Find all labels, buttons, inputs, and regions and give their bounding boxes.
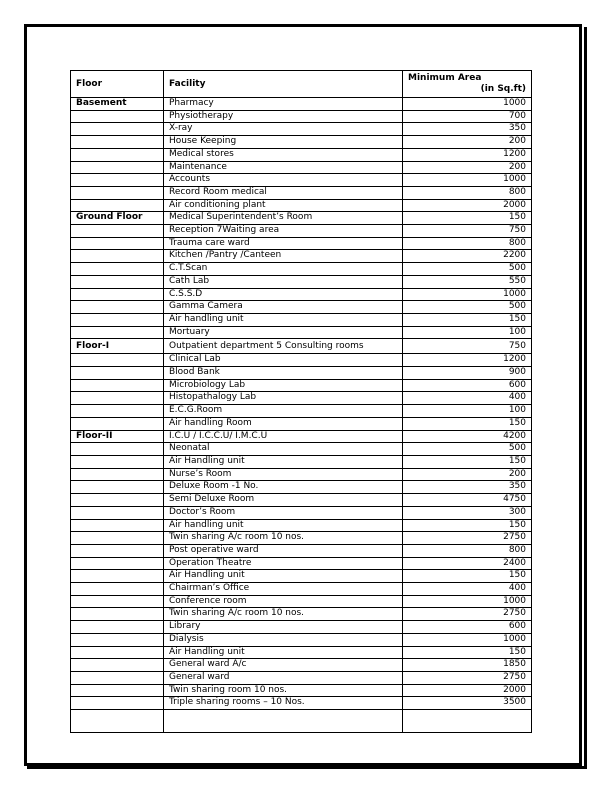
area-cell: 2750 <box>403 608 532 621</box>
facility-cell: Twin sharing room 10 nos. <box>164 684 403 697</box>
area-cell: 600 <box>403 621 532 634</box>
facility-cell: Air Handling unit <box>164 646 403 659</box>
facility-cell: Dialysis <box>164 633 403 646</box>
floor-cell <box>71 443 164 456</box>
floor-cell <box>71 174 164 187</box>
table-header-row <box>71 71 532 98</box>
area-cell: 750 <box>403 339 532 354</box>
area-cell: 1000 <box>403 98 532 111</box>
area-cell: 800 <box>403 237 532 250</box>
facility-cell: General ward A/c <box>164 659 403 672</box>
area-cell: 400 <box>403 583 532 596</box>
table-row <box>71 354 532 367</box>
area-cell: 150 <box>403 417 532 430</box>
facility-cell: Neonatal <box>164 443 403 456</box>
facility-cell: Reception 7Waiting area <box>164 225 403 238</box>
floor-cell <box>71 570 164 583</box>
facility-cell: Microbiology Lab <box>164 379 403 392</box>
facility-cell: Twin sharing A/c room 10 nos. <box>164 608 403 621</box>
facility-cell: Record Room medical <box>164 186 403 199</box>
table-row <box>71 481 532 494</box>
facility-cell: General ward <box>164 671 403 684</box>
facility-cell: Histopathalogy Lab <box>164 392 403 405</box>
area-cell: 2400 <box>403 557 532 570</box>
area-cell: 200 <box>403 161 532 174</box>
table-row <box>71 237 532 250</box>
area-cell: 3500 <box>403 697 532 710</box>
header-area-line2: (in Sq.ft) <box>480 84 526 94</box>
table-row <box>71 288 532 301</box>
floor-cell: Floor-I <box>71 339 164 354</box>
area-cell: 4200 <box>403 430 532 443</box>
area-cell: 400 <box>403 392 532 405</box>
floor-cell <box>71 186 164 199</box>
table-row <box>71 301 532 314</box>
table-row <box>71 697 532 710</box>
floor-cell <box>71 455 164 468</box>
facility-cell: Semi Deluxe Room <box>164 494 403 507</box>
table-row <box>71 544 532 557</box>
floor-cell <box>71 275 164 288</box>
facility-cell: Maintenance <box>164 161 403 174</box>
facility-cell: Library <box>164 621 403 634</box>
table-row <box>71 161 532 174</box>
area-cell: 150 <box>403 455 532 468</box>
area-cell: 500 <box>403 263 532 276</box>
floor-cell <box>71 379 164 392</box>
floor-cell <box>71 544 164 557</box>
table-row <box>71 313 532 326</box>
facility-cell: House Keeping <box>164 136 403 149</box>
floor-cell <box>71 354 164 367</box>
facility-cell: Air handling unit <box>164 313 403 326</box>
table-row <box>71 136 532 149</box>
facility-cell: C.T.Scan <box>164 263 403 276</box>
floor-cell <box>71 148 164 161</box>
facility-cell: Pharmacy <box>164 98 403 111</box>
area-cell: 4750 <box>403 494 532 507</box>
area-cell: 350 <box>403 481 532 494</box>
facility-cell: E.C.G.Room <box>164 405 403 418</box>
floor-cell <box>71 367 164 380</box>
floor-cell <box>71 326 164 339</box>
table-row <box>71 123 532 136</box>
facility-cell: Air handling Room <box>164 417 403 430</box>
table-row <box>71 379 532 392</box>
table-row <box>71 684 532 697</box>
blank-row <box>71 710 532 733</box>
area-cell: 800 <box>403 186 532 199</box>
facility-cell: Air Handling unit <box>164 570 403 583</box>
floor-cell: Floor-II <box>71 430 164 443</box>
table-row <box>71 494 532 507</box>
facility-cell: Operation Theatre <box>164 557 403 570</box>
facility-cell: Air conditioning plant <box>164 199 403 212</box>
table-row <box>71 583 532 596</box>
table-row <box>71 557 532 570</box>
facility-cell: Gamma Camera <box>164 301 403 314</box>
facility-cell: X-ray <box>164 123 403 136</box>
blank-cell <box>164 710 403 733</box>
table-row <box>71 174 532 187</box>
floor-cell <box>71 633 164 646</box>
area-cell: 1000 <box>403 595 532 608</box>
header-floor: Floor <box>71 71 164 98</box>
floor-cell <box>71 608 164 621</box>
table-row <box>71 532 532 545</box>
floor-cell <box>71 237 164 250</box>
area-cell: 2750 <box>403 532 532 545</box>
table-row <box>71 148 532 161</box>
floor-cell <box>71 659 164 672</box>
area-cell: 150 <box>403 212 532 225</box>
header-area-line1: Minimum Area <box>408 73 482 83</box>
facility-area-table <box>70 70 532 733</box>
floor-cell <box>71 684 164 697</box>
area-cell: 150 <box>403 313 532 326</box>
table-row <box>71 199 532 212</box>
table-row <box>71 339 532 354</box>
table-row <box>71 608 532 621</box>
area-cell: 100 <box>403 405 532 418</box>
facility-cell: Air handling unit <box>164 519 403 532</box>
table-row <box>71 98 532 111</box>
area-cell: 1000 <box>403 288 532 301</box>
area-cell: 2200 <box>403 250 532 263</box>
area-cell: 200 <box>403 136 532 149</box>
facility-cell: Medical Superintendent’s Room <box>164 212 403 225</box>
area-cell: 2000 <box>403 684 532 697</box>
floor-cell <box>71 123 164 136</box>
table-row <box>71 621 532 634</box>
floor-cell <box>71 468 164 481</box>
floor-cell <box>71 519 164 532</box>
facility-cell: Doctor’s Room <box>164 506 403 519</box>
facility-cell: Mortuary <box>164 326 403 339</box>
floor-cell <box>71 136 164 149</box>
floor-cell <box>71 481 164 494</box>
table-row <box>71 392 532 405</box>
floor-cell <box>71 392 164 405</box>
area-cell: 500 <box>403 443 532 456</box>
area-cell: 1200 <box>403 354 532 367</box>
facility-cell: Twin sharing A/c room 10 nos. <box>164 532 403 545</box>
area-cell: 700 <box>403 110 532 123</box>
facility-cell: Physiotherapy <box>164 110 403 123</box>
facility-cell: Nurse’s Room <box>164 468 403 481</box>
table-row <box>71 506 532 519</box>
floor-cell <box>71 199 164 212</box>
floor-cell <box>71 494 164 507</box>
blank-cell <box>403 710 532 733</box>
area-cell: 500 <box>403 301 532 314</box>
area-cell: 750 <box>403 225 532 238</box>
area-cell: 150 <box>403 646 532 659</box>
table-row <box>71 250 532 263</box>
area-cell: 150 <box>403 570 532 583</box>
floor-cell <box>71 288 164 301</box>
area-cell: 1000 <box>403 633 532 646</box>
table-row <box>71 570 532 583</box>
facility-cell: Clinical Lab <box>164 354 403 367</box>
floor-cell: Basement <box>71 98 164 111</box>
facility-cell: Deluxe Room -1 No. <box>164 481 403 494</box>
table-row <box>71 671 532 684</box>
floor-cell <box>71 557 164 570</box>
area-cell: 200 <box>403 468 532 481</box>
table-row <box>71 519 532 532</box>
blank-cell <box>71 710 164 733</box>
facility-cell: Accounts <box>164 174 403 187</box>
floor-cell <box>71 583 164 596</box>
header-facility: Facility <box>164 71 403 98</box>
floor-cell <box>71 697 164 710</box>
facility-cell: Conference room <box>164 595 403 608</box>
facility-cell: Outpatient department 5 Consulting rooms <box>164 339 403 354</box>
floor-cell <box>71 417 164 430</box>
floor-cell <box>71 506 164 519</box>
floor-cell <box>71 595 164 608</box>
area-cell: 1000 <box>403 174 532 187</box>
floor-cell <box>71 405 164 418</box>
floor-cell <box>71 313 164 326</box>
table-row <box>71 443 532 456</box>
table-row <box>71 468 532 481</box>
area-cell: 100 <box>403 326 532 339</box>
table-row <box>71 595 532 608</box>
table-row <box>71 326 532 339</box>
floor-cell <box>71 161 164 174</box>
floor-cell <box>71 250 164 263</box>
table-body <box>71 98 532 733</box>
table-row <box>71 659 532 672</box>
area-cell: 600 <box>403 379 532 392</box>
area-cell: 1200 <box>403 148 532 161</box>
area-cell: 1850 <box>403 659 532 672</box>
table-row <box>71 646 532 659</box>
floor-cell <box>71 671 164 684</box>
table-row <box>71 405 532 418</box>
facility-cell: Air Handling unit <box>164 455 403 468</box>
header-minimum-area <box>403 71 532 98</box>
table-row <box>71 212 532 225</box>
area-cell: 150 <box>403 519 532 532</box>
table-row <box>71 430 532 443</box>
table-row <box>71 417 532 430</box>
facility-cell: Triple sharing rooms – 10 Nos. <box>164 697 403 710</box>
facility-cell: Post operative ward <box>164 544 403 557</box>
floor-cell <box>71 110 164 123</box>
area-cell: 2750 <box>403 671 532 684</box>
facility-cell: Chairman’s Office <box>164 583 403 596</box>
area-cell: 2000 <box>403 199 532 212</box>
facility-cell: C.S.S.D <box>164 288 403 301</box>
area-cell: 800 <box>403 544 532 557</box>
facility-cell: Blood Bank <box>164 367 403 380</box>
floor-cell <box>71 646 164 659</box>
floor-cell <box>71 263 164 276</box>
floor-cell: Ground Floor <box>71 212 164 225</box>
facility-cell: Trauma care ward <box>164 237 403 250</box>
facility-cell: Cath Lab <box>164 275 403 288</box>
table-row <box>71 263 532 276</box>
area-cell: 550 <box>403 275 532 288</box>
area-cell: 350 <box>403 123 532 136</box>
table-row <box>71 225 532 238</box>
table-row <box>71 186 532 199</box>
floor-cell <box>71 621 164 634</box>
facility-cell: I.C.U / I.C.C.U/ I.M.C.U <box>164 430 403 443</box>
table-row <box>71 367 532 380</box>
table-row <box>71 455 532 468</box>
area-cell: 300 <box>403 506 532 519</box>
floor-cell <box>71 301 164 314</box>
table-row <box>71 275 532 288</box>
table-row <box>71 633 532 646</box>
floor-cell <box>71 225 164 238</box>
floor-cell <box>71 532 164 545</box>
facility-cell: Kitchen /Pantry /Canteen <box>164 250 403 263</box>
area-cell: 900 <box>403 367 532 380</box>
facility-cell: Medical stores <box>164 148 403 161</box>
table-row <box>71 110 532 123</box>
